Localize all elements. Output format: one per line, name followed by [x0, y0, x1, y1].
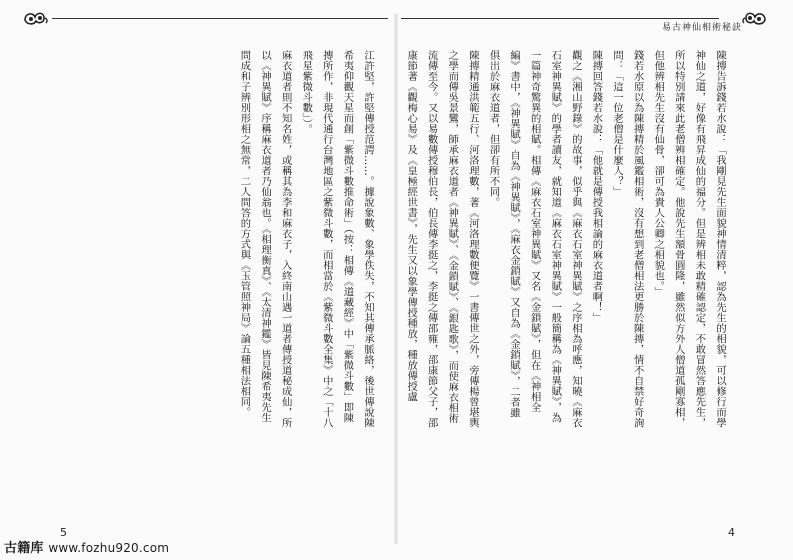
- left-page-number: 5: [60, 526, 67, 539]
- cloud-scroll-ornament-icon: [22, 8, 50, 30]
- paragraph: 錢若水原以為陳摶精於風鑑相術，沒有想到老僧相法更勝於陳摶，情不自禁好奇詢問：「這一位老僧是什麼人？」: [611, 50, 644, 428]
- right-page-text: [405, 50, 730, 428]
- left-page-text: [58, 50, 378, 428]
- book-gutter: [393, 14, 399, 544]
- right-header-rule: [401, 18, 719, 19]
- paragraph: 觀之《湘山野錄》的故事，似乎與《麻衣石室神異賦》之序相為呼應，知曉《麻衣石室神異賦》的學者讀友，就知道《麻衣石室神異賦》一般簡稱為《神異賦》，為一篇神奇驚異的相賦。相傳《麻衣石室神異賦》又名《金鎖賦》，但在《神相全編》書中，《神異賦》自為《神異賦》，《麻衣金鎖賦》又自為《金鎖賦》，二者雖俱出於麻衣道者，但卻有所不同。: [487, 50, 582, 428]
- paragraph: 陳摶精通洪範五行、河洛理數，著《河洛理數便覽》一書傳世之外，旁傳楊曾堪輿之學而傳吳景鸞，師承麻衣道者《神異賦》、《金鎖賦》、《銀匙歌》，而使麻衣相術流傳至今。又以易數傳授穆伯長，伯長傳李挺之，李挺之傳邵雍，邵康節父子，邵康節著《觀梅心易》及《皇極經世書》，先生又以象學傳授種放，種放傳授盧: [405, 50, 479, 428]
- running-title: 易古神仙相術秘訣: [662, 23, 743, 33]
- left-header-rule: [52, 18, 388, 19]
- paragraph: 麻衣道者則不知名姓，或稱其為李和麻衣子，入終南山遇一道者傳授道秘成仙，所以《神異賦》序稱麻衣道者乃仙翁也。《相理衡真》、《太清神鑑》皆見陳希夷先生問成和子辨別形相之無常，二人問答的方式與《玉管照神局》論五種相法相同。: [238, 50, 292, 428]
- paragraph: 陳摶告訴錢若水說：「我剛見先生面貌神情清粹，認為先生的相貌，可以修行而學神仙之道，好像有飛昇成仙的福分。但是辨相未敢精確認定，不敢冒然答應先生，所以特別請來此老僧辨相確定。他說先生額骨圓隆，雖然似方外人僧道孤剛寡相，但他辨相先生沒有仙骨，卻可為貴人公卿之相貌也。」: [652, 50, 726, 428]
- paragraph: 江許堅，許堅傳授范諤……。據說象數、象學佚失，不知其傳承脈絡，後世傳說陳希夷仰觀天星而創「紫微斗數推命術」（按：相傳《道藏經》中「紫微斗數」即陳摶所作，非現代通行台灣地區之紫微斗數，而相當於《紫微斗數全集》中之「十八飛星紫微斗數」）。: [300, 50, 374, 428]
- cloud-scroll-ornament-icon: [740, 8, 768, 30]
- right-page-number: 4: [728, 526, 735, 539]
- watermark-label: 古籍库: [4, 541, 44, 556]
- watermark: [4, 537, 169, 557]
- watermark-url: www.fozhu920.com: [48, 541, 170, 555]
- paragraph: 陳摶回答錢若水說：「他就是傳授我相論的麻衣道者啊！」: [590, 50, 603, 323]
